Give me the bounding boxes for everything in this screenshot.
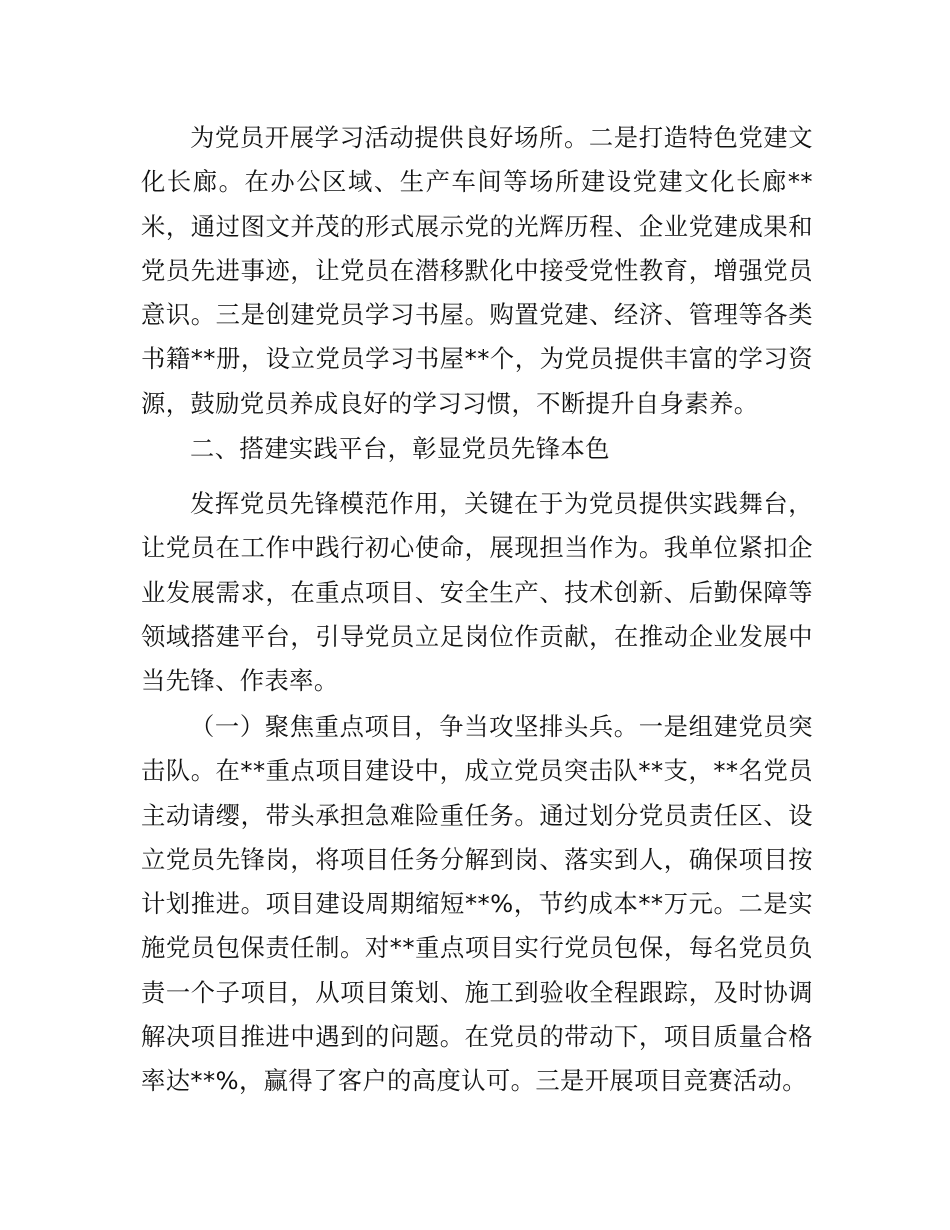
body-paragraph: 为党员开展学习活动提供良好场所。二是打造特色党建文化长廊。在办公区域、生产车间等场所建设党建文化长廊**米，通过图文并茂的形式展示党的光辉历程、企业党建成果和党员先进事迹，让党员在潜移默化中接受党性教育，增强党员意识。三是创建党员学习书屋。购置党建、经济、管理等各类书籍**册，设立党员学习书屋**个，为党员提供丰富的学习资源，鼓励党员养成良好的学习习惯，不断提升自身素养。 [141, 123, 813, 418]
body-paragraph: （一）聚焦重点项目，争当攻坚排头兵。一是组建党员突击队。在**重点项目建设中，成立党员突击队**支，**名党员主动请缨，带头承担急难险重任务。通过划分党员责任区、设立党员先锋岗，将项目任务分解到岗、落实到人，确保项目按计划推进。项目建设周期缩短**%，节约成本**万元。二是实施党员包保责任制。对**重点项目实行党员包保，每名党员负责一个子项目，从项目策划、施工到验收全程跟踪，及时协调解决项目推进中遇到的问题。在党员的带动下，项目质量合格率达**%，赢得了客户的高度认可。三是开展项目竞赛活动。 [141, 712, 813, 1096]
body-paragraph: 发挥党员先锋模范作用，关键在于为党员提供实践舞台，让党员在工作中践行初心使命，展现担当作为。我单位紧扣企业发展需求，在重点项目、安全生产、技术创新、后勤保障等领域搭建平台，引导党员立足岗位作贡献，在推动企业发展中当先锋、作表率。 [141, 489, 813, 696]
section-heading: 二、搭建实践平台，彰显党员先锋本色 [190, 434, 610, 463]
